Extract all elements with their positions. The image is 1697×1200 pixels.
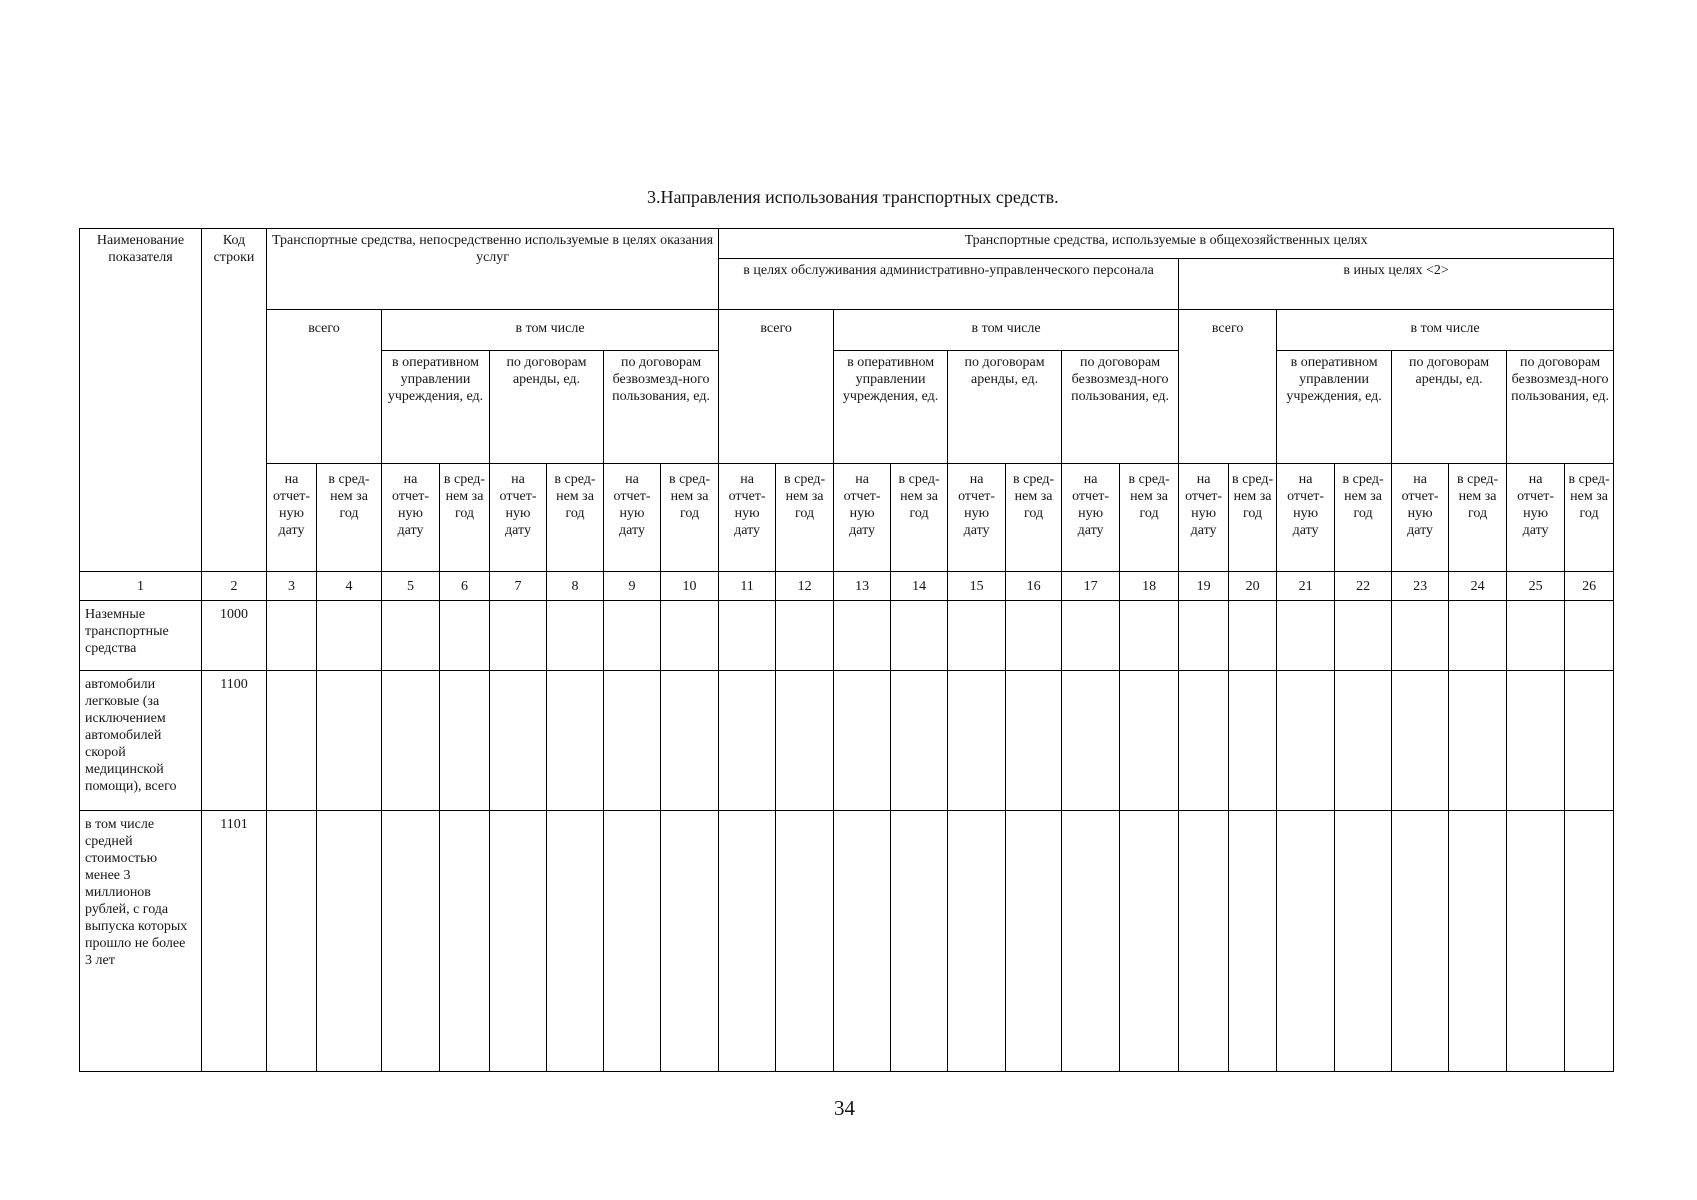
data-cell <box>1392 811 1449 1072</box>
table-row <box>80 811 1614 1072</box>
column-number: 6 <box>440 572 490 601</box>
data-cell <box>1179 811 1229 1072</box>
row-label: автомобили легковые (за исключением автомобилей скорой медицинской помощи), всего <box>80 671 202 811</box>
data-cell <box>1335 811 1392 1072</box>
data-cell <box>719 671 776 811</box>
column-number: 12 <box>776 572 834 601</box>
data-cell <box>604 671 661 811</box>
data-cell <box>1507 671 1565 811</box>
subheader-on-reporting-date: на отчет-ную дату <box>719 464 776 572</box>
column-number: 21 <box>1277 572 1335 601</box>
header-row-code: Код строки <box>202 229 267 572</box>
data-cell <box>834 671 891 811</box>
data-cell <box>317 811 382 1072</box>
subheader-annual-average: в сред-нем за год <box>317 464 382 572</box>
data-cell <box>1277 811 1335 1072</box>
subheader-on-reporting-date: на отчет-ную дату <box>1392 464 1449 572</box>
header-general-use: Транспортные средства, используемые в общехозяйственных целях <box>719 229 1614 259</box>
header-direct-use: Транспортные средства, непосредственно используемые в целях оказания услуг <box>267 229 719 310</box>
data-cell <box>604 601 661 671</box>
data-cell <box>547 601 604 671</box>
data-cell <box>382 601 440 671</box>
data-cell <box>1120 601 1179 671</box>
subheader-on-reporting-date: на отчет-ную дату <box>267 464 317 572</box>
subheader-including: в том числе <box>834 310 1179 351</box>
section-title: 3.Направления использования транспортных средств. <box>647 187 1059 207</box>
subheader-total: всего <box>1179 310 1277 464</box>
data-cell <box>267 671 317 811</box>
data-cell <box>891 811 948 1072</box>
subheader-operational-management: в оперативном управлении учреждения, ед. <box>1277 351 1392 464</box>
subheader-lease: по договорам аренды, ед. <box>1392 351 1507 464</box>
data-cell <box>1006 601 1062 671</box>
subheader-annual-average: в сред-нем за год <box>1120 464 1179 572</box>
column-number: 10 <box>661 572 719 601</box>
column-number: 13 <box>834 572 891 601</box>
data-cell <box>776 671 834 811</box>
column-number: 3 <box>267 572 317 601</box>
data-cell <box>440 601 490 671</box>
data-cell <box>948 601 1006 671</box>
data-cell <box>604 811 661 1072</box>
subheader-including: в том числе <box>382 310 719 351</box>
page-number: 34 <box>834 1096 855 1120</box>
subheader-including: в том числе <box>1277 310 1614 351</box>
data-cell <box>382 811 440 1072</box>
column-number: 4 <box>317 572 382 601</box>
subheader-total: всего <box>267 310 382 464</box>
data-cell <box>948 671 1006 811</box>
column-number: 15 <box>948 572 1006 601</box>
vehicle-usage-table <box>79 228 1614 1072</box>
data-cell <box>1507 811 1565 1072</box>
data-cell <box>834 811 891 1072</box>
subheader-annual-average: в сред-нем за год <box>661 464 719 572</box>
data-cell <box>891 671 948 811</box>
subheader-annual-average: в сред-нем за год <box>1449 464 1507 572</box>
subheader-total: всего <box>719 310 834 464</box>
data-cell <box>1507 601 1565 671</box>
data-cell <box>440 671 490 811</box>
column-number: 14 <box>891 572 948 601</box>
column-number: 5 <box>382 572 440 601</box>
data-cell <box>1062 601 1120 671</box>
data-cell <box>1335 601 1392 671</box>
subheader-free-use: по договорам безвозмезд-ного пользования, ед. <box>1062 351 1179 464</box>
data-cell <box>267 811 317 1072</box>
data-cell <box>1006 671 1062 811</box>
data-cell <box>948 811 1006 1072</box>
column-number: 7 <box>490 572 547 601</box>
subheader-lease: по договорам аренды, ед. <box>948 351 1062 464</box>
data-cell <box>719 601 776 671</box>
data-cell <box>661 601 719 671</box>
data-cell <box>776 601 834 671</box>
data-cell <box>490 671 547 811</box>
data-cell <box>547 671 604 811</box>
data-cell <box>1277 601 1335 671</box>
data-cell <box>317 601 382 671</box>
column-number: 8 <box>547 572 604 601</box>
data-cell <box>1449 811 1507 1072</box>
column-number: 18 <box>1120 572 1179 601</box>
column-number: 1 <box>80 572 202 601</box>
column-number: 24 <box>1449 572 1507 601</box>
row-label: в том числе средней стоимостью менее 3 миллионов рублей, с года выпуска которых прошло не более 3 лет <box>80 811 202 1072</box>
data-cell <box>1392 671 1449 811</box>
data-cell <box>267 601 317 671</box>
column-number: 19 <box>1179 572 1229 601</box>
table-row <box>80 601 1614 671</box>
subheader-annual-average: в сред-нем за год <box>547 464 604 572</box>
data-cell <box>661 811 719 1072</box>
data-cell <box>1565 671 1614 811</box>
subheader-free-use: по договорам безвозмезд-ного пользования, ед. <box>604 351 719 464</box>
data-cell <box>891 601 948 671</box>
data-cell <box>1565 601 1614 671</box>
subheader-on-reporting-date: на отчет-ную дату <box>1062 464 1120 572</box>
row-code: 1100 <box>202 671 267 811</box>
data-cell <box>547 811 604 1072</box>
subheader-free-use: по договорам безвозмезд-ного пользования, ед. <box>1507 351 1614 464</box>
data-cell <box>1120 811 1179 1072</box>
subheader-annual-average: в сред-нем за год <box>1565 464 1614 572</box>
row-code: 1000 <box>202 601 267 671</box>
subheader-annual-average: в сред-нем за год <box>1229 464 1277 572</box>
data-cell <box>1229 811 1277 1072</box>
subheader-on-reporting-date: на отчет-ную дату <box>490 464 547 572</box>
column-number: 9 <box>604 572 661 601</box>
data-cell <box>776 811 834 1072</box>
data-cell <box>1179 671 1229 811</box>
subheader-on-reporting-date: на отчет-ную дату <box>1277 464 1335 572</box>
row-label: Наземные транспортные средства <box>80 601 202 671</box>
subheader-annual-average: в сред-нем за год <box>1006 464 1062 572</box>
subheader-lease: по договорам аренды, ед. <box>490 351 604 464</box>
header-other-purposes: в иных целях <2> <box>1179 259 1614 310</box>
data-cell <box>1392 601 1449 671</box>
subheader-annual-average: в сред-нем за год <box>1335 464 1392 572</box>
data-cell <box>440 811 490 1072</box>
data-cell <box>1062 811 1120 1072</box>
subheader-operational-management: в оперативном управлении учреждения, ед. <box>834 351 948 464</box>
column-number: 17 <box>1062 572 1120 601</box>
column-number: 20 <box>1229 572 1277 601</box>
subheader-on-reporting-date: на отчет-ную дату <box>382 464 440 572</box>
data-cell <box>1565 811 1614 1072</box>
subheader-on-reporting-date: на отчет-ную дату <box>1507 464 1565 572</box>
column-number: 11 <box>719 572 776 601</box>
data-cell <box>317 671 382 811</box>
data-cell <box>1120 671 1179 811</box>
data-cell <box>1229 671 1277 811</box>
header-indicator-name: Наименование показателя <box>80 229 202 572</box>
data-cell <box>1062 671 1120 811</box>
table-row <box>80 671 1614 811</box>
subheader-on-reporting-date: на отчет-ную дату <box>948 464 1006 572</box>
subheader-annual-average: в сред-нем за год <box>891 464 948 572</box>
data-cell <box>1006 811 1062 1072</box>
data-cell <box>490 811 547 1072</box>
data-cell <box>1449 601 1507 671</box>
data-cell <box>719 811 776 1072</box>
data-cell <box>834 601 891 671</box>
data-cell <box>1179 601 1229 671</box>
data-cell <box>1335 671 1392 811</box>
data-cell <box>490 601 547 671</box>
data-cell <box>1449 671 1507 811</box>
column-number: 2 <box>202 572 267 601</box>
subheader-operational-management: в оперативном управлении учреждения, ед. <box>382 351 490 464</box>
header-admin-staff: в целях обслуживания административно-управленческого персонала <box>719 259 1179 310</box>
column-number: 16 <box>1006 572 1062 601</box>
column-number: 22 <box>1335 572 1392 601</box>
subheader-annual-average: в сред-нем за год <box>776 464 834 572</box>
subheader-on-reporting-date: на отчет-ную дату <box>604 464 661 572</box>
subheader-on-reporting-date: на отчет-ную дату <box>1179 464 1229 572</box>
column-number: 25 <box>1507 572 1565 601</box>
subheader-on-reporting-date: на отчет-ную дату <box>834 464 891 572</box>
column-number: 26 <box>1565 572 1614 601</box>
row-code: 1101 <box>202 811 267 1072</box>
data-cell <box>661 671 719 811</box>
column-number: 23 <box>1392 572 1449 601</box>
data-cell <box>1229 601 1277 671</box>
data-cell <box>382 671 440 811</box>
data-cell <box>1277 671 1335 811</box>
subheader-annual-average: в сред-нем за год <box>440 464 490 572</box>
